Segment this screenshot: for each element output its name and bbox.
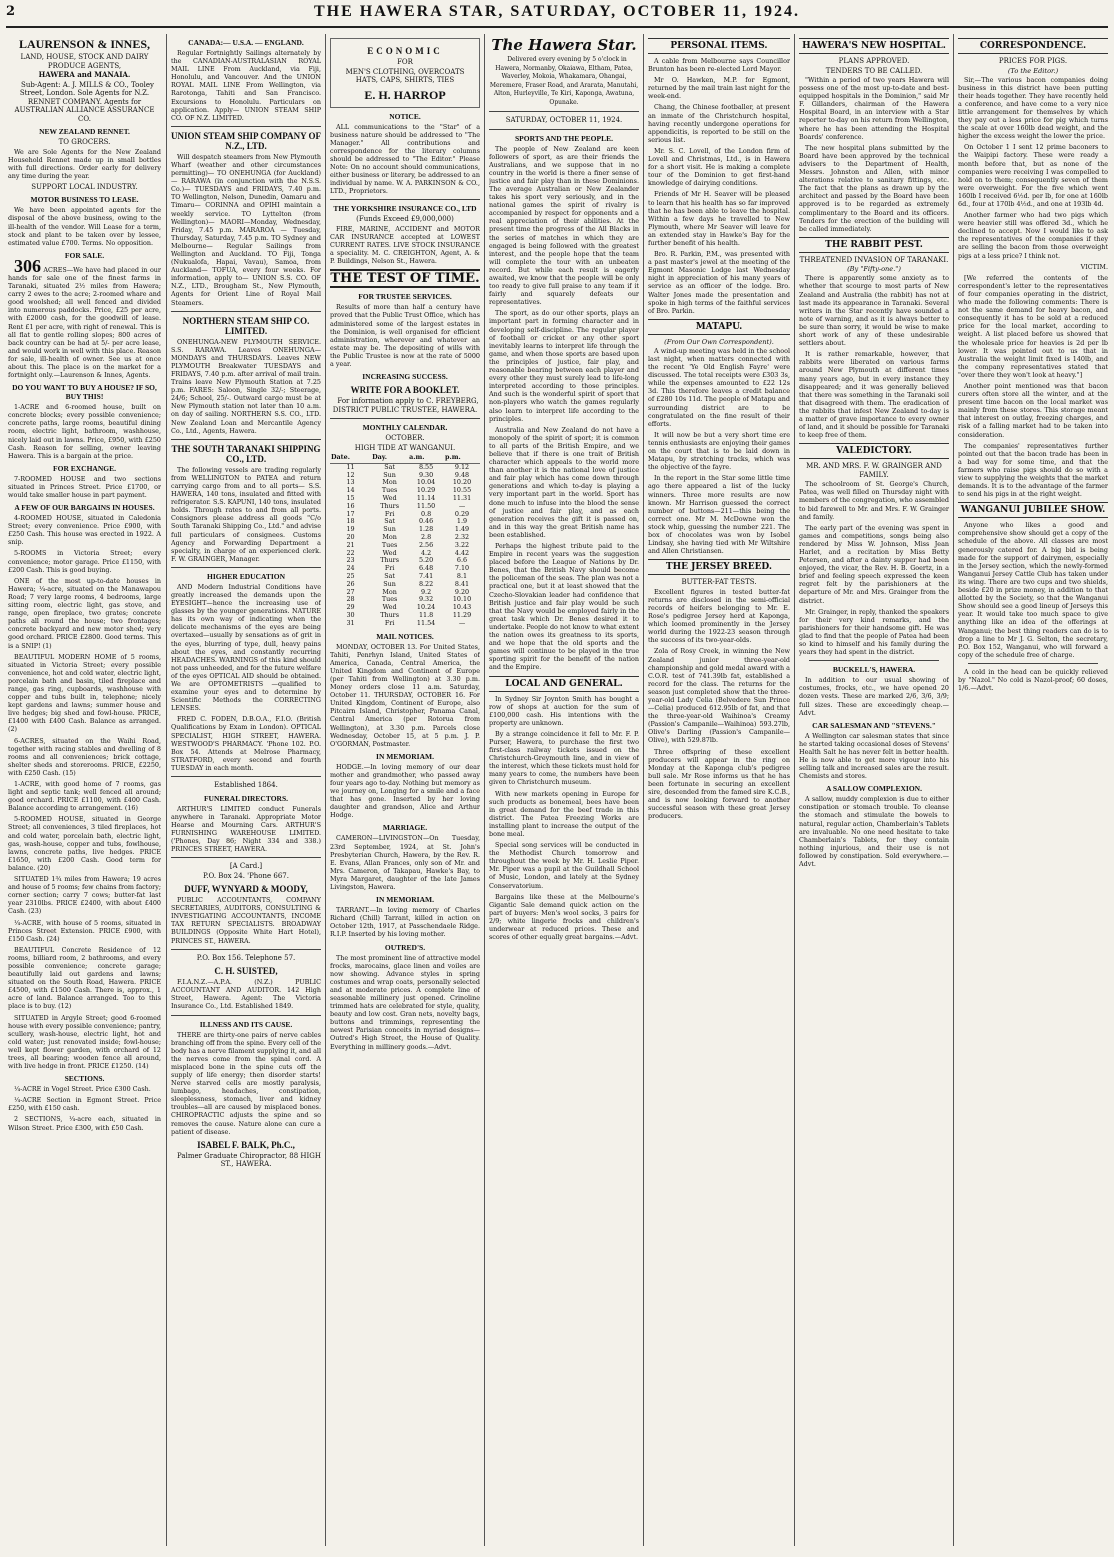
column-6 <box>799 34 949 1546</box>
buckell-heading: BUCKELL'S, HAWERA. <box>832 665 916 675</box>
want-house-heading: DO YOU WANT TO BUY A HOUSE? IF SO, BUY THIS! <box>12 383 157 402</box>
tide-cell: 17 <box>346 509 355 518</box>
hospital-heading: HAWERA'S NEW HOSPITAL. <box>799 38 949 54</box>
hospital-paragraph: "Within a period of two years Hawera will possess one of the most up-to-date and best-equipped hospitals in the Dominion," said Mr F. Gillanders, chairman of the Hawera Hospital Board, in an interview with a Star reporter to-day on his return from Wellington, where he has been attending the Hospital Boards' conference. <box>799 76 949 141</box>
outred-heading: OUTRED'S. <box>384 942 426 952</box>
tide-cell: Sun <box>383 470 396 479</box>
personal-paragraph: Friends of Mr H. Seaver will be pleased to learn that his health has so far improved that he has been able to leave the hospital. Within a few days he travelled to New Plymouth, where Mr Seaver will leave for an extended stay in Hawke's Bay for the further benefit of his health. <box>648 190 790 247</box>
tide-cell: 4.42 <box>454 548 470 557</box>
bargains-heading: A FEW OF OUR BARGAINS IN HOUSES. <box>14 503 155 513</box>
rabbit-paragraph: There is apparently some anxiety as to whether that scourge to most parts of New Zealand and Australia (the rabbit) has not at last made its appearance in Taranaki. Several writers in the Star recently have sounded a note of warning, and as it is always better to be sure than sorry, it would be wise to make short work of any of these undesirable settlers about. <box>799 274 949 348</box>
south-taranaki-text: The following vessels are trading regularly from WELLINGTON to PATEA and return carrying cargo from and to all ports— S.S. HAWERA, 140 tons, insulated and fitted with refrigerator. S.S. KAPUNI, 140 tons, insulated holds. Through rates to and from all ports. Consignors please address all goods "C/o South Taranaki Shipping Co., Ltd." and advise full particulars of consignees. Customs Agency and Forwarding Department a specialty, in charge of an experienced clerk. F. W. GRAINGER, Manager. <box>171 465 321 563</box>
personal-heading: PERSONAL ITEMS. <box>648 38 790 54</box>
mail-heading: MAIL NOTICES. <box>376 631 434 641</box>
column-2 <box>171 34 321 1546</box>
tide-cell: 11.50 <box>416 501 436 510</box>
tide-cell: 10.04 <box>416 478 436 487</box>
buckell-text: In addition to our usual showing of costumes, frocks, etc., we have opened 20 dozen vests. These are marked 2/6, 3/6, 3/9; full sizes. These are exceedingly cheap.—Advt. <box>799 676 949 717</box>
masthead <box>6 2 1108 28</box>
hospital-subheading: PLANS APPROVED. <box>838 57 910 65</box>
tide-cell: 11.29 <box>452 611 472 619</box>
tide-cell: 6.6 <box>456 556 468 565</box>
personal-paragraph: Mr. S. C. Lovell, of the London firm of Lovell and Christmas, Ltd., is in Hawera for a short visit. He is making a complete tour of the Dominion to get first-hand knowledge of dairying conditions. <box>648 146 790 188</box>
car-text: A Wellington car salesman states that since he started taking occasional doses of Stevens' Health Salt he has never felt in better health. He is now able to get more vigour into his selling talk and increased sales are the result. Chemists and stores. <box>799 731 949 781</box>
increasing-success: INCREASING SUCCESS. <box>362 372 448 382</box>
column-3 <box>330 34 480 1546</box>
hospital-paragraph: The new hospital plans submitted by the Board have been approved by the technical advisers to the Department of Health, Messrs. Johnston and Allen, with minor alterations relative to sanitary fittings, etc. The fact that the plans as drawn up by the architect and passed by the Board have been approved is to be regarded as extremely complimentary to the Board and its officers. Tenders for the erection of the building will be called immediately. <box>799 143 949 233</box>
tide-cell: 31 <box>346 618 355 627</box>
firm-place: HAWERA and MANAIA. <box>38 70 131 79</box>
trustee-text: Results of more than half a century have proved that the Public Trust Office, which has administered some of the largest estates in the Dominion, is well organised for efficient administration, wherever and whatever an estate may be. The depositing of wills with the Public Trustee is now at the rate of 5000 a year. <box>330 303 480 368</box>
personal-paragraph: Mr O. Hawken, M.P. for Egmont, returned by the mail train last night for the week-end. <box>648 76 790 101</box>
union-heading: UNION STEAM SHIP COMPANY OF N.Z., LTD. <box>171 130 321 151</box>
column-rule <box>484 34 485 1546</box>
tide-cell: Fri <box>384 564 395 573</box>
tide-cell: 11 <box>346 462 355 471</box>
higher-education-heading: HIGHER EDUCATION <box>207 571 285 581</box>
calendar-month: OCTOBER. <box>385 434 425 443</box>
personal-paragraph: Bro. R. Parkin, P.M., was presented with a past master's jewel at the meeting of the Egmont Masonic Lodge last Wednesday night in appreciation of his many years of service as an officer of the lodge. Bro. Walter Jones made the presentation and spoke in high terms of the faithful services of Bro. Parkin. <box>648 250 790 315</box>
listing-306-acres <box>8 255 161 380</box>
tide-cell: 15 <box>346 494 355 503</box>
illness-heading: ILLNESS AND ITS CAUSE. <box>199 1019 293 1029</box>
tide-cell: 10.10 <box>452 595 472 604</box>
pigs-paragraph: On October 1 I sent 12 prime baconers to the Waipipi factory. These were ready a month before that, but as none of the companies were receiving I was compelled to hold on to them; consequently seven of them were overweight. For the five which went 160lb I received 6½d. per lb, for one at 160lb 6d., four at 170lb 4½d., and one at 193lb 4d. <box>958 143 1108 208</box>
tide-cell: Fri <box>384 509 395 518</box>
tide-cell: 27 <box>346 587 355 596</box>
tide-cell: 1.28 <box>418 525 434 534</box>
tide-column-header: a.m. <box>408 453 444 463</box>
sallow-heading: A SALLOW COMPLEXION. <box>826 784 922 794</box>
tide-cell: 4.2 <box>420 548 432 557</box>
pigs-paragraph: Another farmer who had two pigs which were heavier still was offered 3d., which he declined to accept. Now I would like to ask the representatives of the companies if they are selling the bacon from those overweight pigs at a less price? I think not. <box>958 211 1108 260</box>
tide-cell: 10.55 <box>452 486 472 495</box>
memoriam2-heading: IN MEMORIAM. <box>376 895 434 905</box>
sports-paragraph: The people of New Zealand are keen followers of sport, as are their friends the Australians, and we suppose that in no country in the world is there a finer sense of justice and fair play than in these Dominions. The average Australian or New Zealander takes his sport very seriously, and in the national games the spirit of rivalry is accompanied by respect for opponents and a real appreciation of their abilities. At the present time the progress of the All Blacks in the series of matches in which they are engaged is being followed with the greatest interest, and the people hope that the team will complete the tour with an unbeaten record. But while each result is eagerly awaited, we know that the people will be only too ready to give full praise to any team if it fairly and squarely defeats our representatives. <box>489 144 639 307</box>
illness-text: THERE are thirty-one pairs of nerve cables branching off from the spine. Every cell of the body has a nerve filament supplying it, and all the nerves come from the spinal cord. A misplaced bone in the spine cuts off the supply of life energy; then disorder starts! Nerve starved cells are mostly paralysis, lumbago, headaches, constipation, sleeplessness, stomach, liver and kidney troubles—all are caused by misplaced bones. CHIROPRACTIC adjusts the spine and so removes the cause. Nature alone can cure a patient of disease. <box>171 1030 321 1136</box>
pigs-heading: PRICES FOR PIGS. <box>998 57 1068 65</box>
test-of-time-heading: THE TEST OF TIME. <box>330 271 480 287</box>
marriage-heading: MARRIAGE. <box>382 823 428 833</box>
listing-situated: SITUATED 1¾ miles from Hawera; 19 acres and house of 5 rooms; few chains from factory; corner section; carry 7 cows; butter-fat last year 2310lbs. PRICE £2400, with about £400 Cash. (23) <box>8 875 161 916</box>
memoriam-heading: IN MEMORIAM. <box>376 751 434 761</box>
tide-cell: — <box>458 501 466 510</box>
listing-beautiful-modern: BEAUTIFUL MODERN HOME of 5 rooms, situated in Victoria Street; every possible convenience, hot and cold water, electric light, porcelain bath and basin, tiled fireplace and range, gas ring, cupboards, washhouse with copper and tubs built in, telephone; nicely kept gardens and lawns; summer house and live hedges; big shed and fowl-house. PRICE, £1400 with £400 Cash. Balance as arranged. (2) <box>8 652 161 734</box>
yorkshire-heading: THE YORKSHIRE INSURANCE CO., LTD <box>333 204 477 214</box>
matapu-paragraph: It will now be but a very short time ere tennis enthusiasts are enjoying their games on the court that is to be laid down in Matapu, by stretching tracks, which was the objective of the fayre. <box>648 430 790 472</box>
column-rule <box>325 34 326 1546</box>
divider <box>171 776 321 777</box>
divider <box>171 126 321 127</box>
tide-cell: 10.20 <box>452 478 472 487</box>
sections-heading: SECTIONS. <box>64 1074 105 1084</box>
yorkshire-funds: (Funds Exceed £9,000,000) <box>356 215 454 224</box>
tide-cell: 3.22 <box>454 540 470 549</box>
tide-cell: Tues <box>381 540 398 549</box>
sports-paragraph: Australia and New Zealand do not have a monopoly of the spirit of sport; it is common to all parts of the British Empire, and we believe that if there is one trait of British character which appeals to the world more than another it is the national love of justice and fair play which has come down through generations and which to-day is playing a very important part in the world. Sport has done much to infuse into the blood the sense of justice and fair play, and as each generation receives the gift it is passed on, and in this way the great British name has been established. <box>489 425 639 539</box>
tide-cell: 25 <box>346 572 355 581</box>
northern-text: ONEHUNGA-NEW PLYMOUTH SERVICE. S.S. RARAWA. Leaves ONEHUNGA— MONDAYS and THURSDAYS. Leaves NEW PLYMOUTH Breakwater TUESDAYS and FRIDAYS, 7.40 p.m. after arrival of mail train. Trains leave New Plymouth Station at 7.25 p.m. FARES: Saloon, Single 32/-; Steerage, 24/6; School, 25/-. Outward cargo must be at New Plymouth station not later than 10 a.m. on day of sailing. NORTHERN S.S. CO., LTD. New Zealand Loan and Mercantile Agency Co., Ltd., Agents, Hawera. <box>171 337 321 435</box>
funeral-heading: FUNERAL DIRECTORS. <box>203 793 289 803</box>
tide-cell: Sat <box>384 517 395 526</box>
hospital-subheading: TENDERS TO BE CALLED. <box>825 66 923 75</box>
balk-text: Palmer Graduate Chiropractor, 88 HIGH ST., HAWERA. <box>177 1151 321 1169</box>
memoriam-text: HODGE.—In loving memory of our dear mother and grandmother, who passed away four years ago to-day. Nothing but memory as we journey on, Longing for a smile and a face that has gone. Inserted by her loving daughter and grandson, Alice and Arthur Hodge. <box>330 762 480 820</box>
listing-wilson: 2 SECTIONS, ¼-acre each, situated in Wilson Street. Price £300, with £50 Cash. <box>8 1115 161 1132</box>
local-paragraph: With new markets opening in Europe for such products as bonemeal, bees have been in great demand for the beef trade in this district. The Patea Freezing Works are installing plant to increase the output of the bone meal. <box>489 789 639 838</box>
jersey-paragraph: Three offspring of these excellent producers will appear in the ring on Monday at the Kaponga club's pedigree bull sale. Mr Rose informs us that he has been fortunate in securing an excellent sire, descended from the famed sire K.C.B., and is now looking forward to another successful season with these great Jersey producers. <box>648 747 790 821</box>
tide-header-row <box>330 453 480 463</box>
firm-name: LAURENSON & INNES, <box>18 37 151 51</box>
tide-cell: Wed <box>382 494 397 503</box>
harrop-name: E. H. HARROP <box>364 87 446 102</box>
tide-cell: 1.9 <box>456 517 468 526</box>
tide-cell: 7.10 <box>454 564 470 573</box>
divider <box>171 567 321 568</box>
tide-cell: Sat <box>384 572 395 581</box>
firm-subtitle: LAND, HOUSE, STOCK AND DAIRY PRODUCE AGENTS, <box>20 53 149 70</box>
sports-heading: SPORTS AND THE PEOPLE. <box>515 133 613 143</box>
tide-cell: 11.8 <box>418 611 434 619</box>
support-line: SUPPORT LOCAL INDUSTRY. <box>31 182 138 191</box>
tide-cell: 22 <box>346 548 355 557</box>
rabbit-subheading: THREATENED INVASION OF TARANAKI. <box>799 255 949 264</box>
column-5 <box>648 34 790 1546</box>
tide-cell: 16 <box>346 501 355 510</box>
mail-text: MONDAY, OCTOBER 13. For United States, Tahiti, Penrhyn Island, United States of America, Canada, Central America, the United Kingdom and Continent of Europe (per Tahiti from Wellington) at 3.30 p.m. Money orders close 11 a.m. Saturday, October 11. THURSDAY, OCTOBER 16. For United Kingdom, Continent of Europe, also Pitcairn Island, Christopher, Panama Canal, Central America (per Rotorua from Wellington), at 3.30 p.m. Parcels close Wednesday, October 15, at 5 p.m. J. P. O'GORMAN, Postmaster. <box>330 642 480 748</box>
valedictory-paragraph: The schoolroom of St. George's Church, Patea, was well filled on Thursday night with members of the congregation, who assembled to bid farewell to Mr. and Mrs. F. W. Grainger and family. <box>799 480 949 521</box>
jersey-subheading: BUTTER-FAT TESTS. <box>681 578 757 587</box>
tide-cell: 13 <box>346 478 355 487</box>
canada-heading: CANADA:— U.S.A. — ENGLAND. <box>188 38 304 47</box>
pigs-paragraph: [We referred the contents of the correspondent's letter to the representatives of four companies operating in the district, who made the following comments: There is not the same demand for heavy bacon, and consequently it has to be sold at a reduced price for the local market, according to weight. A list placed before us showed that the wholesale price for heavies is 2d per lb lower. It was pointed out to us that in Australia the weight limit fixed is 140lb, and the company representatives stated that "over there they won't look at heavy."] <box>958 273 1108 379</box>
tide-cell: Thurs <box>380 501 400 510</box>
tide-cell: Thurs <box>380 556 400 565</box>
tide-column-header: Date. <box>330 453 371 463</box>
booklet-text: For information apply to C. FREYBERG, DISTRICT PUBLIC TRUSTEE, HAWERA. <box>332 397 479 414</box>
exchange-heading: FOR EXCHANGE. <box>53 463 116 473</box>
column-rule <box>953 34 954 1546</box>
matapu-heading: MATAPU. <box>648 319 790 335</box>
outred-text: The most prominent line of attractive model frocks, marocains, glace linen and voiles are now showing. Advance styles in spring costumes and wrap coats, personally selected and at moderate prices. A complete line of seasonable millinery just opened. Crinoline trimmed hats are celebrated for style, quality, beauty and low cost. Gran nets, novelty bags, buttons and trimmings, representing the newest Parisian conceits in myriad designs—Outred's High Street, the House of Quality. Everything in millinery goods.—Advt. <box>330 953 480 1051</box>
newspaper-title: THE HAWERA STAR, SATURDAY, OCTOBER 11, 1924. <box>313 3 801 20</box>
delivery-text: Delivered every evening by 5 o'clock in Hawera, Normanby, Okaiawa, Eltham, Patea, Waverley, Mokoia, Whakamara, Ohangai, Meremere, Fraser Road, and Ararata, Manutahi, Alton, Hurleyville, Te Kiri, Kaponga, Awatuna, Opunake. <box>489 56 639 106</box>
correspondence-heading: CORRESPONDENCE. <box>958 38 1108 54</box>
tide-cell: 8.1 <box>456 572 468 581</box>
listing-7-roomed: 7-ROOMED HOUSE and two sections situated in Princes Street. Price £1700, or would take smaller house in part payment. <box>8 474 161 499</box>
divider <box>330 418 480 419</box>
tide-cell: 8.55 <box>418 462 434 471</box>
tide-cell: 18 <box>346 517 355 526</box>
tide-cell: 7.41 <box>418 572 434 581</box>
suisted-text: F.I.A.N.Z.—A.P.A. (N.Z.) PUBLIC ACCOUNTANT AND AUDITOR. 142 High Street, Hawera. Agent: The Victoria Insurance Co., Ltd. Established 1849. <box>171 978 321 1011</box>
rabbit-byline: (By "Fifty-one.") <box>847 265 901 274</box>
tide-cell: 2.8 <box>420 533 432 542</box>
listing-concrete-residence: BEAUTIFUL Concrete Residence of 12 rooms, billiard room, 2 bathrooms, and every possible convenience; concrete garage; beautifully laid out gardens and lawns; situated on the South Road, Hawera. PRICE £4500, with £1500 Cash. There is, approx., 1 acre of land. Balance arranged. Too to this place is to buy. (12) <box>8 945 161 1011</box>
divider <box>809 660 939 661</box>
rennet-text: We are Sole Agents for the New Zealand Household Rennet made up in small bottles with full directions. Order early for delivery any time during the year. <box>8 147 161 180</box>
tide-column-header: Day. <box>371 453 408 463</box>
column-4 <box>489 34 639 1546</box>
tide-cell: 8.22 <box>418 579 434 588</box>
cold-text: A cold in the head can be quickly relieved by "Nazol." No cold is Nazol-proof; 60 doses, 1/6.—Advt. <box>958 667 1108 693</box>
tide-cell: 9.30 <box>418 470 434 479</box>
listing-argyle: SITUATED in Argyle Street; good 6-roomed house with every possible convenience; pantry, scullery, wash-house, electric light, hot and cold water; just renovated inside; fowl-house; well kept flower garden, with orchard of 12 trees, all bearing; wooden fence all around, with live hedge in front. PRICE £1250. (14) <box>8 1013 161 1071</box>
column-7 <box>958 34 1108 1546</box>
tide-cell: 24 <box>346 564 355 573</box>
rabbit-heading: THE RABBIT PEST. <box>799 237 949 253</box>
local-paragraph: Bargains like these at the Melbourne's Gigantic Sale demand quick action on the part of buyers: Men's wool socks, 3 pairs for 2/9; white lingerie frocks and children's underwear at reduced prices. These and scores of other equally great bargains.—Advt. <box>489 892 639 942</box>
tide-cell: 26 <box>346 579 355 588</box>
listing-acre-7-rooms: 1-ACRE, with good home of 7 rooms, gas light and septic tank; well fenced all around; good orchard. PRICE £1100, with £400 Cash. Balance according to arrangement. (16) <box>8 780 161 813</box>
yorkshire-text: FIRE, MARINE, ACCIDENT and MOTOR CAR INSURANCE accepted at LOWEST CURRENT RATES. LIVE STOCK INSURANCE a speciality. M. C. CREIGHTON, Agent, A. & P. Buildings, Nelson St., Hawera. <box>330 224 480 266</box>
jersey-paragraph: Excellent figures in tested butter-fat returns are disclosed in the semi-official records of heifers belonging to Mr. E. Rose's pedigree Jersey herd at Kaponga, which loomed prominently in the Jersey world during the 1922-23 season through the success of its two-year-olds. <box>648 587 790 645</box>
trustee-heading: FOR TRUSTEE SERVICES. <box>358 292 452 302</box>
personal-paragraph: A cable from Melbourne says Councillor Brunton has been re-elected Lord Mayor. <box>648 57 790 74</box>
union-text: Will despatch steamers from New Plymouth Wharf (weather and other circumstances permitting)— TO ONEHUNGA (for Auckland)— RARAWA (in conjunction with the N.S.S. Co.)— TUESDAYS and FRIDAYS, 7.40 p.m. TO Wellington, Nelson, Dunedin, Oamaru and Timaru— CORINNA and OPIHI maintain a weekly service. TO Lyttelton (from Wellington)— MAORI—Monday, Wednesday, Friday, 7.45 p.m. MARAROA — Tuesday, Thursday, Saturday, 7.45 p.m. TO Sydney and Melbourne— Regular Sailings from Wellington and Auckland. TO Fiji, Tonga (Nukualofa, Hapai, Vavau), Samoa, from Auckland— TOFUA, every four weeks. For information, apply to— UNION S.S. CO. OF N.Z., LTD., Brougham St., New Plymouth, Agents for Orient Line of Royal Mail Steamers. <box>171 152 321 307</box>
south-taranaki-heading: THE SOUTH TARANAKI SHIPPING CO., LTD. <box>171 443 321 464</box>
divider <box>171 857 321 858</box>
established-line: Established 1864. <box>214 781 278 790</box>
duff-heading: DUFF, WYNYARD & MOODY, <box>184 884 308 895</box>
listing-egmont: ¼-ACRE Section in Egmont Street. Price £250, with £150 cash. <box>8 1096 161 1113</box>
personal-paragraph: Chang, the Chinese footballer, at present an inmate of the Christchurch hospital, having recently undergone operations for appendicitis, is reported to be still on the serious list. <box>648 103 790 144</box>
listing-5-rooms: 5-ROOMS in Victoria Street; every convenience; motor garage. Price £1150, with £200 Cash. This is good buying. <box>8 549 161 574</box>
balk-heading: ISABEL F. BALK, Ph.C., <box>197 1139 295 1150</box>
tide-cell: 28 <box>346 595 355 604</box>
local-paragraph: By a strange coincidence it fell to Mr. F. P. Purser, Hawera, to purchase the first two first-class railway tickets issued on the Christchurch-Greymouth line, and in view of the interest, which these tickets must hold for many years to come, the numbers have been given to Christchurch museum. <box>489 729 639 787</box>
higher-education-text: AND Modern Industrial Conditions have greatly increased the demands upon the EYESIGHT—hence the increasing use of glasses by the younger generations. NATURE has its own way of indicating when the delicate mechanisms of the eyes are being overtaxed—usually by sensations as of grit in the eyes, blurring of type, dull, heavy pains about the eyes, and constantly recurring HEADACHES. WARNINGS of this kind should not pass unheeded, and for the future welfare of the eyes OPTICAL AID should be obtained. We are OPTOMETRISTS —qualified to examine your eyes and to determine by Scientific Methods the CORRECTING LENSES. <box>171 582 321 713</box>
tide-cell: 9.12 <box>454 462 470 471</box>
economic-ad <box>330 38 480 108</box>
local-paragraph: In Sydney Sir Joynton Smith has bought a row of shops at auction for the sum of £100,000 cash. His intentions with the property are unknown. <box>489 694 639 727</box>
matapu-subheading: (From Our Own Correspondent). <box>664 337 774 346</box>
matapu-paragraph: In the report in the Star some little time ago there appeared a list of the lucky winners. Three more results are now known. Mr Harrison guessed the correct number of buttons—211—this being the correct one. Mr M. McDowne won the stock whip, guessing the number 221. The box of chocolates was won by Isobel Lindsay, she having tied with Mr Wiltshire and Allen Christiansen. <box>648 474 790 556</box>
motor-heading: MOTOR BUSINESS TO LEASE. <box>30 195 139 205</box>
paper-name: The Hawera Star. <box>491 36 637 54</box>
tide-cell: Mon <box>382 533 397 542</box>
calendar-heading: MONTHLY CALENDAR. <box>362 423 448 433</box>
suisted-contact: P.O. Box 156. Telephone 57. <box>196 953 296 962</box>
listing-5-roomed-george: 5-ROOMED HOUSE, situated in George Street; all conveniences, 3 tiled fireplaces, hot and cold water, porcelain bath, electric light, gas, wash-house, copper and tubs, fowlhouse, lawns, concrete paths, live hedges. PRICE £1650, with £200 Cash. Good term for balance. (20) <box>8 815 161 872</box>
tide-cell: Tues <box>381 486 398 495</box>
jubilee-text: Anyone who likes a good and comprehensive show should get a copy of the schedule of the above. All classes are most generously catered for. A big bid is being made for the support of dairymen, especially in the Jersey section, which the newly-formed Wanganui Jersey Cattle Club has taken under its wing. There are two cups and two shields, beside £20 in prize money, in addition to that allotted by the Society, so that the Wanganui Show should see a good lineup of Jerseys this year. It would take too much space to give anything like an idea of the offerings at Wanganui; the best thing readers can do is to drop a line to Mr J. G. Selton, the secretary, P.O. Box 152, Wanganui, who will forward a copy of the schedule free of charge. <box>958 521 1108 659</box>
tide-cell: 9.32 <box>418 595 434 604</box>
tide-cell: 14 <box>346 486 355 495</box>
listing-6-acres: 6-ACRES, situated on the Waihi Road, together with racing stables and dwelling of 8 rooms and all conveniences; brick cottage, shelter sheds and storerooms. PRICE, £2250, with £250 Cash. (15) <box>8 736 161 777</box>
grocers-heading: TO GROCERS. <box>58 138 111 146</box>
memoriam2-text: TARRANT.—In loving memory of Charles Richard (Chill) Tarrant, killed in action on October 12th, 1917, at Passchendaele Ridge. R.I.P. Inserted by his loving mother. <box>330 906 480 939</box>
pigs-signature: VICTIM. <box>1080 262 1108 271</box>
rabbit-paragraph: It is rather remarkable, however, that rabbits were liberated on various farms around New Plymouth at different times many years ago, but in every instance they disappeared; and it was generally believed that there was something in the Taranaki soil that disagreed with them. The eradication of the rabbits that infest New Zealand to-day is a matter of grave importance to every owner of land, and it should be possible for Taranaki to keep free of them. <box>799 350 949 440</box>
divider <box>489 129 639 130</box>
booklet-heading: WRITE FOR A BOOKLET. <box>350 385 460 396</box>
tide-heading: HIGH TIDE AT WANGANUI. <box>354 443 456 452</box>
car-heading: CAR SALESMAN AND "STEVENS." <box>812 720 936 730</box>
tide-cell: 0.29 <box>454 509 470 518</box>
divider <box>171 949 321 950</box>
sports-paragraph: Perhaps the highest tribute paid to the Empire in recent years was the suggestion placed before the League of Nations by Dr. Benes, that the British Navy should become the policeman of the seas. The plan was not a practical one, but it at least showed that the Czecho-Slovakian leader had confidence that British justice and fair play would be such that the Navy would be employed fairly in the great task which Dr. Benes desired it to undertake. People do not know to what extent the nation owes its greatness to its sports, and we hope that the old sports and the games will continue to be played in the true sporting spirit for the benefit of the nation and the Empire. <box>489 542 639 672</box>
tide-cell: Sat <box>384 462 395 471</box>
pigs-paragraph: Another point mentioned was that bacon curers often store all the winter, and at the present time bacon on the local market was mainly from these stores. This storage meant that interest on outlay, freezing charges, and risk of a falling market had to be taken into consideration. <box>958 381 1108 439</box>
matapu-paragraph: A wind-up meeting was held in the school last night, when matters connected with the recent 'Ye Old English Fayre' were discussed. The total receipts were £303 3s, while the expenses amounted to £22 12s 3d. This therefore leaves a credit balance of £280 10s 11d. The people of Matapu and surrounding district are to be congratulated on the fine result of their efforts. <box>648 346 790 428</box>
tide-cell: 21 <box>346 540 355 549</box>
sports-paragraph: The sport, as do our other sports, plays an important part in forming character and in developing self-discipline. The regular player of football or cricket or any other sport inevitably learns to interpret life through the game, and when those sports are based upon the principles of justice, fair play, and reasonable bearing between each player and every other they must surely lead to life-long interpreted according to those principles. And such is the wonderful spirit of sport that non-players who watch the games regularly also learn to interpret life according to the principles. <box>489 309 639 423</box>
tide-cell: 9.48 <box>454 470 470 479</box>
listing-up-to-date: ONE of the most up-to-date houses in Hawera; ¼-acre, situated on the Manawapou Road; 7 very large rooms, 4 bedrooms, large sitting room, electric light, gas stove, and range, open fireplace, two grates; concrete paths all round the house; two frontages; concrete backyard and new motor shed; very good orchard. PRICE £2800. Good terms. This is a SNIP! (1) <box>8 576 161 650</box>
divider <box>330 199 480 200</box>
dateline: SATURDAY, OCTOBER 11, 1924. <box>505 116 623 124</box>
jersey-paragraph: Zola of Rosy Creek, in winning the New Zealand junior three-year-old championship and gold medal award with a C.O.R. test of 741.39lb fat, established a record for the class. The returns for the season just completed show that the three-year-old Lady Celia (Belvedere Sun Prince—Celia) produced 612.95lb of fat, and that the three-year-old Waihinoa's Creamy (Passion's Campanile—Waihinoa) 593.27lb, Olive's Darling (Passion's Campanile—Olive), with 529.87lb. <box>648 647 790 745</box>
tide-cell: Tues <box>381 595 398 604</box>
column-rule <box>794 34 795 1546</box>
pigs-addressee: (To the Editor.) <box>1007 66 1059 75</box>
tide-cell: 29 <box>346 603 355 612</box>
firm-intro: Sub-Agent: A. J. MILLS & CO., Tooley Street, London. Sole Agents for N.Z. RENNET COMPANY. Agents for AUSTRALIAN ALLIANCE ASSURANCE CO. <box>14 80 155 123</box>
tide-cell: 10.29 <box>416 486 436 495</box>
tide-cell: 10.43 <box>452 603 472 612</box>
tide-cell: Fri <box>384 618 395 627</box>
tide-cell: Sun <box>383 525 396 534</box>
motor-text: We have been appointed agents for the disposal of the above business, owing to the ill-health of the vendor. Will Lease for a term, stock and plant to be taken over by lessee, estimated value £700. Terms. No opposition. <box>8 206 161 247</box>
tide-cell: 23 <box>346 556 355 565</box>
valedictory-heading: VALEDICTORY. <box>799 443 949 459</box>
listing-quarter-acre: ¼-ACRE, with house of 5 rooms, situated in Princes Street Extension. PRICE £900, with £150 Cash. (24) <box>8 918 161 943</box>
jersey-heading: THE JERSEY BREED. <box>648 559 790 575</box>
tide-cell: Wed <box>382 548 397 557</box>
tide-cell: 6.48 <box>418 564 434 573</box>
sallow-text: A sallow, muddy complexion is due to either constipation or stomach trouble. To cleanse the stomach and stimulate the bowels to natural, regular action, Chamberlain's Tablets are invaluable. No one need hesitate to take Chamberlain's Tablets, for they contain nothing injurious, and their use is not followed by constipation. Sold everywhere.—Advt. <box>799 795 949 868</box>
tide-cell: 19 <box>346 525 355 534</box>
funeral-text: ARTHUR'S LIMITED conduct Funerals anywhere in Taranaki. Appropriate Motor Hearse and Mourning Cars. ARTHUR'S FURNISHING WAREHOUSE LIMITED. ('Phones, Day 86; Night 334 and 338.) PRINCES STREET, HAWERA. <box>171 804 321 853</box>
divider <box>968 663 1098 664</box>
tide-cell: 11.14 <box>416 494 436 503</box>
marriage-text: CAMERON—LIVINGSTON—On Tuesday, 23rd September, 1924, at St. John's Presbyterian Church, Hawera, by the Rev. R. E. Evans, Allan Frances, only son of Mr. and Mrs. Cameron, of Takapau, Hawke's Bay, to Myra Margaret, daughter of the late James Livingston, Hawera. <box>330 834 480 892</box>
tide-cell: 0.8 <box>420 509 432 518</box>
tide-cell: 30 <box>346 611 355 619</box>
local-paragraph: Special song services will be conducted in the Methodist Church tomorrow and throughout the week by Mr. H. Leslie Piper. Mr. Piper was a pupil at the Guildhall School of Music, London, and lately at the Sydney Conservatorium. <box>489 841 639 890</box>
pigs-paragraph: The companies' representatives further pointed out that the bacon trade has been in a bad way for some time, and that the farmers who raise pigs should do so with a view to supplying the weights that the market demands. It is to the advantage of the farmer to send his pigs in at the right weight. <box>958 441 1108 499</box>
pigs-paragraph: Sir,—The various bacon companies doing business in this district have been putting their heads together. They have recently held a conference, and have come to a very nice little arrangement for themselves by which they pay out a less price for pig which turns the scale at over 160lb dead weight, and the higher the excess weight the lower the price. <box>958 75 1108 141</box>
valedictory-subheading: MR. AND MRS. F. W. GRAINGER AND FAMILY. <box>806 462 942 479</box>
listing-4-roomed: 4-ROOMED HOUSE, situated in Caledonia Street; every convenience. Price £900, with £250 Cash. This house was erected in 1922. A snip. <box>8 514 161 547</box>
card-label: [A Card.] <box>229 862 263 871</box>
tide-cell: 12 <box>346 470 355 479</box>
notice-heading: NOTICE. <box>389 111 421 121</box>
northern-heading: NORTHERN STEAM SHIP CO. LIMITED. <box>182 315 310 336</box>
divider <box>489 111 639 112</box>
valedictory-paragraph: The early part of the evening was spent in games and competitions, songs being also rendered by Miss W. Johnson, Miss Jean Harlet, and a recitation by Miss Betty Petersen, and after a dainty supper had been enjoyed, the vicar, the Rev. H. B. Goertz, in a brief and feeling speech expressed the keen regret felt by the parishioners at the departure of Mr. and Mrs. Grainger from the district. <box>799 523 949 605</box>
tide-cell: Mon <box>382 478 397 487</box>
listing-number: 306 <box>14 255 41 276</box>
for-sale-heading: FOR SALE. <box>64 250 105 260</box>
tide-table-body <box>330 463 480 627</box>
tide-cell: 0.46 <box>418 517 434 526</box>
tide-cell: 2.56 <box>418 540 434 549</box>
divider <box>171 1015 321 1016</box>
tide-cell: 11.31 <box>452 494 472 503</box>
column-rule <box>166 34 167 1546</box>
valedictory-paragraph: Mr. Grainger, in reply, thanked the speakers for their very kind remarks, and the parishioners for their handsome gift. He was glad to find that the people of Patea had been so kind to himself and his family during the years they had spent in the district. <box>799 607 949 657</box>
tide-cell: 20 <box>346 533 355 542</box>
tide-cell: 9.20 <box>454 587 470 596</box>
page-number: 2 <box>6 4 16 19</box>
economic-for: FOR <box>397 58 413 66</box>
tide-cell: 10.24 <box>416 603 436 612</box>
tide-cell: 1.49 <box>454 525 470 534</box>
tide-cell: Thurs <box>380 611 400 619</box>
duff-text: PUBLIC ACCOUNTANTS, COMPANY SECRETARIES, AUDITORS, CONSULTING & INVESTIGATING ACCOUNTANTS, INCOME TAX RETURN SPECIALISTS. BROADWAY BUILDINGS (Opposite White Hart Hotel), PRINCES ST., HAWERA. <box>171 896 321 945</box>
notice-text: ALL communications to the "Star" of a business nature should be addressed to "The Manager." All contributions and correspondence for the literary columns should be addressed to "The Editor." Please Note: On no account should communications, either business or literary, be addressed to an individual by name. W. A. PARKINSON & CO., LTD., Proprietors. <box>330 122 480 196</box>
tide-cell: Wed <box>382 603 397 612</box>
tide-cell: 9.2 <box>420 587 432 596</box>
tide-cell: 5.20 <box>418 556 434 565</box>
tide-cell: — <box>458 618 466 627</box>
column-1 <box>8 34 161 1546</box>
divider <box>171 311 321 312</box>
listing-vogel: ¼-ACRE in Vogel Street. Price £300 Cash. <box>14 1085 151 1094</box>
tide-cell: 11.54 <box>416 618 436 627</box>
tide-cell: 8.41 <box>454 579 470 588</box>
tide-column-header: p.m. <box>444 453 480 463</box>
tide-table <box>330 453 480 628</box>
suisted-heading: C. H. SUISTED, <box>214 966 278 977</box>
economic-text: MEN'S CLOTHING, OVERCOATS HATS, CAPS, SHIRTS, TIES <box>345 67 465 84</box>
canada-text: Regular Fortnightly Sailings alternately by the CANADIAN-AUSTRALASIAN ROYAL MAIL LINE From Auckland, via Fiji, Honolulu, and Vancouver. And the UNION ROYAL MAIL LINE From Wellington, via Rarotonga, Tahiti and San Francisco. Excursions to Honolulu. Particulars on application. Apply— UNION STEAM SHIP CO. OF N.Z. LIMITED. <box>171 49 321 122</box>
jubilee-heading: WANGANUI JUBILEE SHOW. <box>958 502 1108 518</box>
rennet-heading: NEW ZEALAND RENNET. <box>39 127 130 136</box>
tide-cell: Mon <box>382 587 397 596</box>
listing-1-acre: 1-ACRE and 6-roomed house, built on concrete blocks; every possible convenience; concrete paths, large rooms, beautiful dining room, electric light, bathroom, washhouse, nicely laid out in lawns. Price, £950, with £250 Cash. Reason for selling, owner leaving Hawera. This is a bargain at the price. <box>8 403 161 460</box>
column-rule <box>643 34 644 1546</box>
economic-heading: ECONOMIC <box>367 46 443 56</box>
local-heading: LOCAL AND GENERAL. <box>489 676 639 692</box>
divider <box>171 439 321 440</box>
tide-cell: Sun <box>383 579 396 588</box>
tide-row <box>330 620 480 628</box>
card-contact: P.O. Box 24. 'Phone 667. <box>202 871 289 880</box>
foden-text: FRED C. FODEN, D.B.O.A., F.I.O. (British Qualifications by Exam in London). OPTICAL SPECIALIST, HIGH STREET, HAWERA. WESTWOOD'S PHARMACY. 'Phone 102. P.O. Box 54. Attends at Melrose Pharmacy, STRATFORD, every second and fourth TUESDAY in each month. <box>171 715 321 772</box>
tide-cell: 2.32 <box>454 533 470 542</box>
listing-text: ACRES—We have had placed in our hands for sale one of the finest farms in Taranaki, situated 2½ miles from Hawera; carry 2 ewes to the acre; 2-roomed whare and good woolshed; all well fenced and divided into numerous paddocks. Price, £25 per acre, with £2000 cash, for the goodwill of lease. Rent £1 per acre, with right of renewal. This is all flat to gentle rolling slopes; 800 acres of back country can be had at 5/- per acre lease, and would work in well with this place. Reason for sale, ill-health of owner. See us at once about this. The place is on the market for a fortnight only.—Laurenson & Innes, Agents. <box>8 265 161 380</box>
